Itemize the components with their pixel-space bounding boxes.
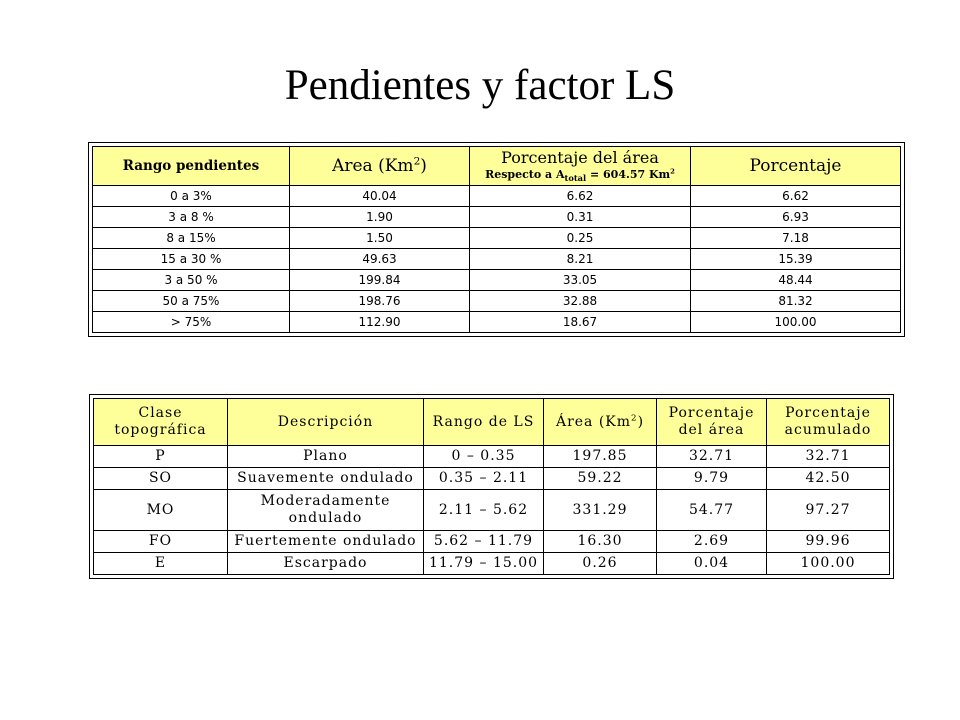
porcentaje-cell: 6.62 <box>691 186 901 207</box>
porcentaje-cell: 7.18 <box>691 228 901 249</box>
descripcion-cell: Suavemente ondulado <box>228 468 424 490</box>
header-porcentaje-area: Porcentaje del área <box>657 399 767 446</box>
rango-ls-cell: 0 – 0.35 <box>424 446 544 468</box>
header-rango-ls: Rango de LS <box>424 399 544 446</box>
table-row <box>93 186 901 207</box>
porcentaje-cell: 100.00 <box>691 312 901 333</box>
porcentaje-area-cell: 6.62 <box>470 186 691 207</box>
header-clase-topografica: Clase topográfica <box>94 399 228 446</box>
clase-cell: P <box>94 446 228 468</box>
slide-title: Pendientes y factor LS <box>284 62 676 109</box>
porcentaje-cell: 6.93 <box>691 207 901 228</box>
porcentaje-area-cell: 0.25 <box>470 228 691 249</box>
header-porcentaje-acumulado: Porcentaje acumulado <box>767 399 890 446</box>
porcentaje-area-cell: 18.67 <box>470 312 691 333</box>
clase-cell: MO <box>94 490 228 531</box>
area-cell: 40.04 <box>290 186 470 207</box>
table-row <box>93 270 901 291</box>
table-row <box>93 291 901 312</box>
area-cell: 112.90 <box>290 312 470 333</box>
rango-pendientes-cell: 15 a 30 % <box>93 249 290 270</box>
header-rango-pendientes: Rango pendientes <box>93 147 290 186</box>
slopes-table-header-row <box>93 147 901 186</box>
area-cell: 1.90 <box>290 207 470 228</box>
area-cell: 331.29 <box>544 490 657 531</box>
porcentaje-acumulado-cell: 99.96 <box>767 531 890 553</box>
descripcion-cell: Escarpado <box>228 553 424 575</box>
area-cell: 198.76 <box>290 291 470 312</box>
table-row <box>94 490 890 531</box>
rango-ls-cell: 5.62 – 11.79 <box>424 531 544 553</box>
rango-pendientes-cell: 50 a 75% <box>93 291 290 312</box>
descripcion-cell: Plano <box>228 446 424 468</box>
porcentaje-acumulado-cell: 97.27 <box>767 490 890 531</box>
table-row <box>94 468 890 490</box>
porcentaje-area-cell: 9.79 <box>657 468 767 490</box>
table-row <box>94 446 890 468</box>
rango-pendientes-cell: 0 a 3% <box>93 186 290 207</box>
header-porcentaje: Porcentaje <box>691 147 901 186</box>
area-cell: 197.85 <box>544 446 657 468</box>
header-descripcion: Descripción <box>228 399 424 446</box>
area-cell: 0.26 <box>544 553 657 575</box>
descripcion-cell: Fuertemente ondulado <box>228 531 424 553</box>
rango-ls-cell: 11.79 – 15.00 <box>424 553 544 575</box>
clase-cell: FO <box>94 531 228 553</box>
table-row <box>93 312 901 333</box>
porcentaje-area-cell: 8.21 <box>470 249 691 270</box>
clase-cell: SO <box>94 468 228 490</box>
rango-ls-cell: 2.11 – 5.62 <box>424 490 544 531</box>
porcentaje-cell: 48.44 <box>691 270 901 291</box>
porcentaje-area-cell: 0.31 <box>470 207 691 228</box>
porcentaje-area-cell: 0.04 <box>657 553 767 575</box>
topographic-class-table <box>93 398 890 575</box>
area-cell: 199.84 <box>290 270 470 291</box>
descripcion-cell: Moderadamente ondulado <box>228 490 424 531</box>
porcentaje-cell: 15.39 <box>691 249 901 270</box>
table-row <box>94 531 890 553</box>
header-area: Área (Km$^2$) <box>544 399 657 446</box>
rango-pendientes-cell: > 75% <box>93 312 290 333</box>
table-row <box>94 553 890 575</box>
porcentaje-area-cell: 2.69 <box>657 531 767 553</box>
table-row <box>93 249 901 270</box>
rango-pendientes-cell: 8 a 15% <box>93 228 290 249</box>
porcentaje-cell: 81.32 <box>691 291 901 312</box>
porcentaje-acumulado-cell: 42.50 <box>767 468 890 490</box>
area-cell: 1.50 <box>290 228 470 249</box>
area-cell: 49.63 <box>290 249 470 270</box>
porcentaje-acumulado-cell: 32.71 <box>767 446 890 468</box>
area-cell: 16.30 <box>544 531 657 553</box>
porcentaje-area-cell: 32.88 <box>470 291 691 312</box>
area-cell: 59.22 <box>544 468 657 490</box>
clase-cell: E <box>94 553 228 575</box>
table-row <box>93 228 901 249</box>
porcentaje-acumulado-cell: 100.00 <box>767 553 890 575</box>
porcentaje-area-cell: 32.71 <box>657 446 767 468</box>
rango-pendientes-cell: 3 a 50 % <box>93 270 290 291</box>
rango-ls-cell: 0.35 – 2.11 <box>424 468 544 490</box>
table-row <box>93 207 901 228</box>
slopes-table <box>92 146 901 333</box>
rango-pendientes-cell: 3 a 8 % <box>93 207 290 228</box>
porcentaje-area-cell: 54.77 <box>657 490 767 531</box>
header-area: Area (Km$^2$) <box>290 147 470 186</box>
topo-table-header-row <box>94 399 890 446</box>
header-porcentaje-area: Porcentaje del área Respecto a $A_{total} = 604.57$ Km$^2$ <box>470 147 691 186</box>
porcentaje-area-cell: 33.05 <box>470 270 691 291</box>
